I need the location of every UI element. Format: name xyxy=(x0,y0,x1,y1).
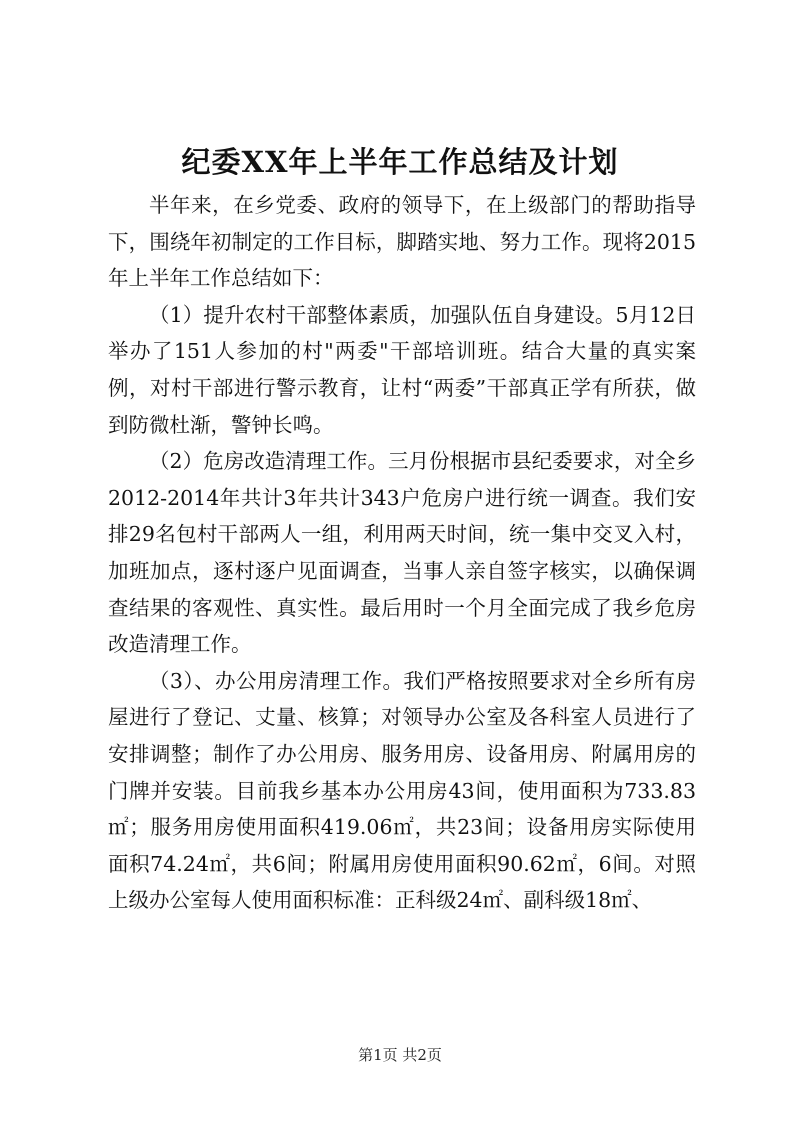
paragraph-item-1: （1）提升农村干部整体素质，加强队伍自身建设。5月12日举办了151人参加的村"两委"干部培训班。结合大量的真实案例，对村干部进行警示教育，让村“两委”干部真正学有所获，做到防微杜渐，警钟长鸣。 xyxy=(108,302,696,437)
intro-paragraph: 半年来，在乡党委、政府的领导下，在上级部门的帮助指导下，围绕年初制定的工作目标，脚踏实地、努力工作。现将2015年上半年工作总结如下： xyxy=(108,193,696,291)
document-title: 纪委XX年上半年工作总结及计划 xyxy=(181,145,619,179)
paragraph-item-2: （2）危房改造清理工作。三月份根据市县纪委要求，对全乡2012-2014年共计3年共计343户危房户进行统一调查。我们安排29名包村干部两人一组，利用两天时间，统一集中交叉入村，加班加点，逐村逐户见面调查，当事人亲自签字核实，以确保调查结果的客观性、真实性。最后用时一个月全面完成了我乡危房改造清理工作。 xyxy=(108,449,696,657)
paragraph-item-3: （3）、办公用房清理工作。我们严格按照要求对全乡所有房屋进行了登记、丈量、核算；对领导办公室及各科室人员进行了安排调整；制作了办公用房、服务用房、设备用房、附属用房的门牌并安装。目前我乡基本办公用房43间，使用面积为733.83㎡；服务用房使用面积419.06㎡，共23间；设备用房实际使用面积74.24㎡，共6间；附属用房使用面积90.62㎡，6间。对照上级办公室每人使用面积标准：正科级24㎡、副科级18㎡、 xyxy=(108,668,696,913)
document-body xyxy=(108,187,696,919)
page-number-footer: 第1页 共2页 xyxy=(358,1046,442,1064)
